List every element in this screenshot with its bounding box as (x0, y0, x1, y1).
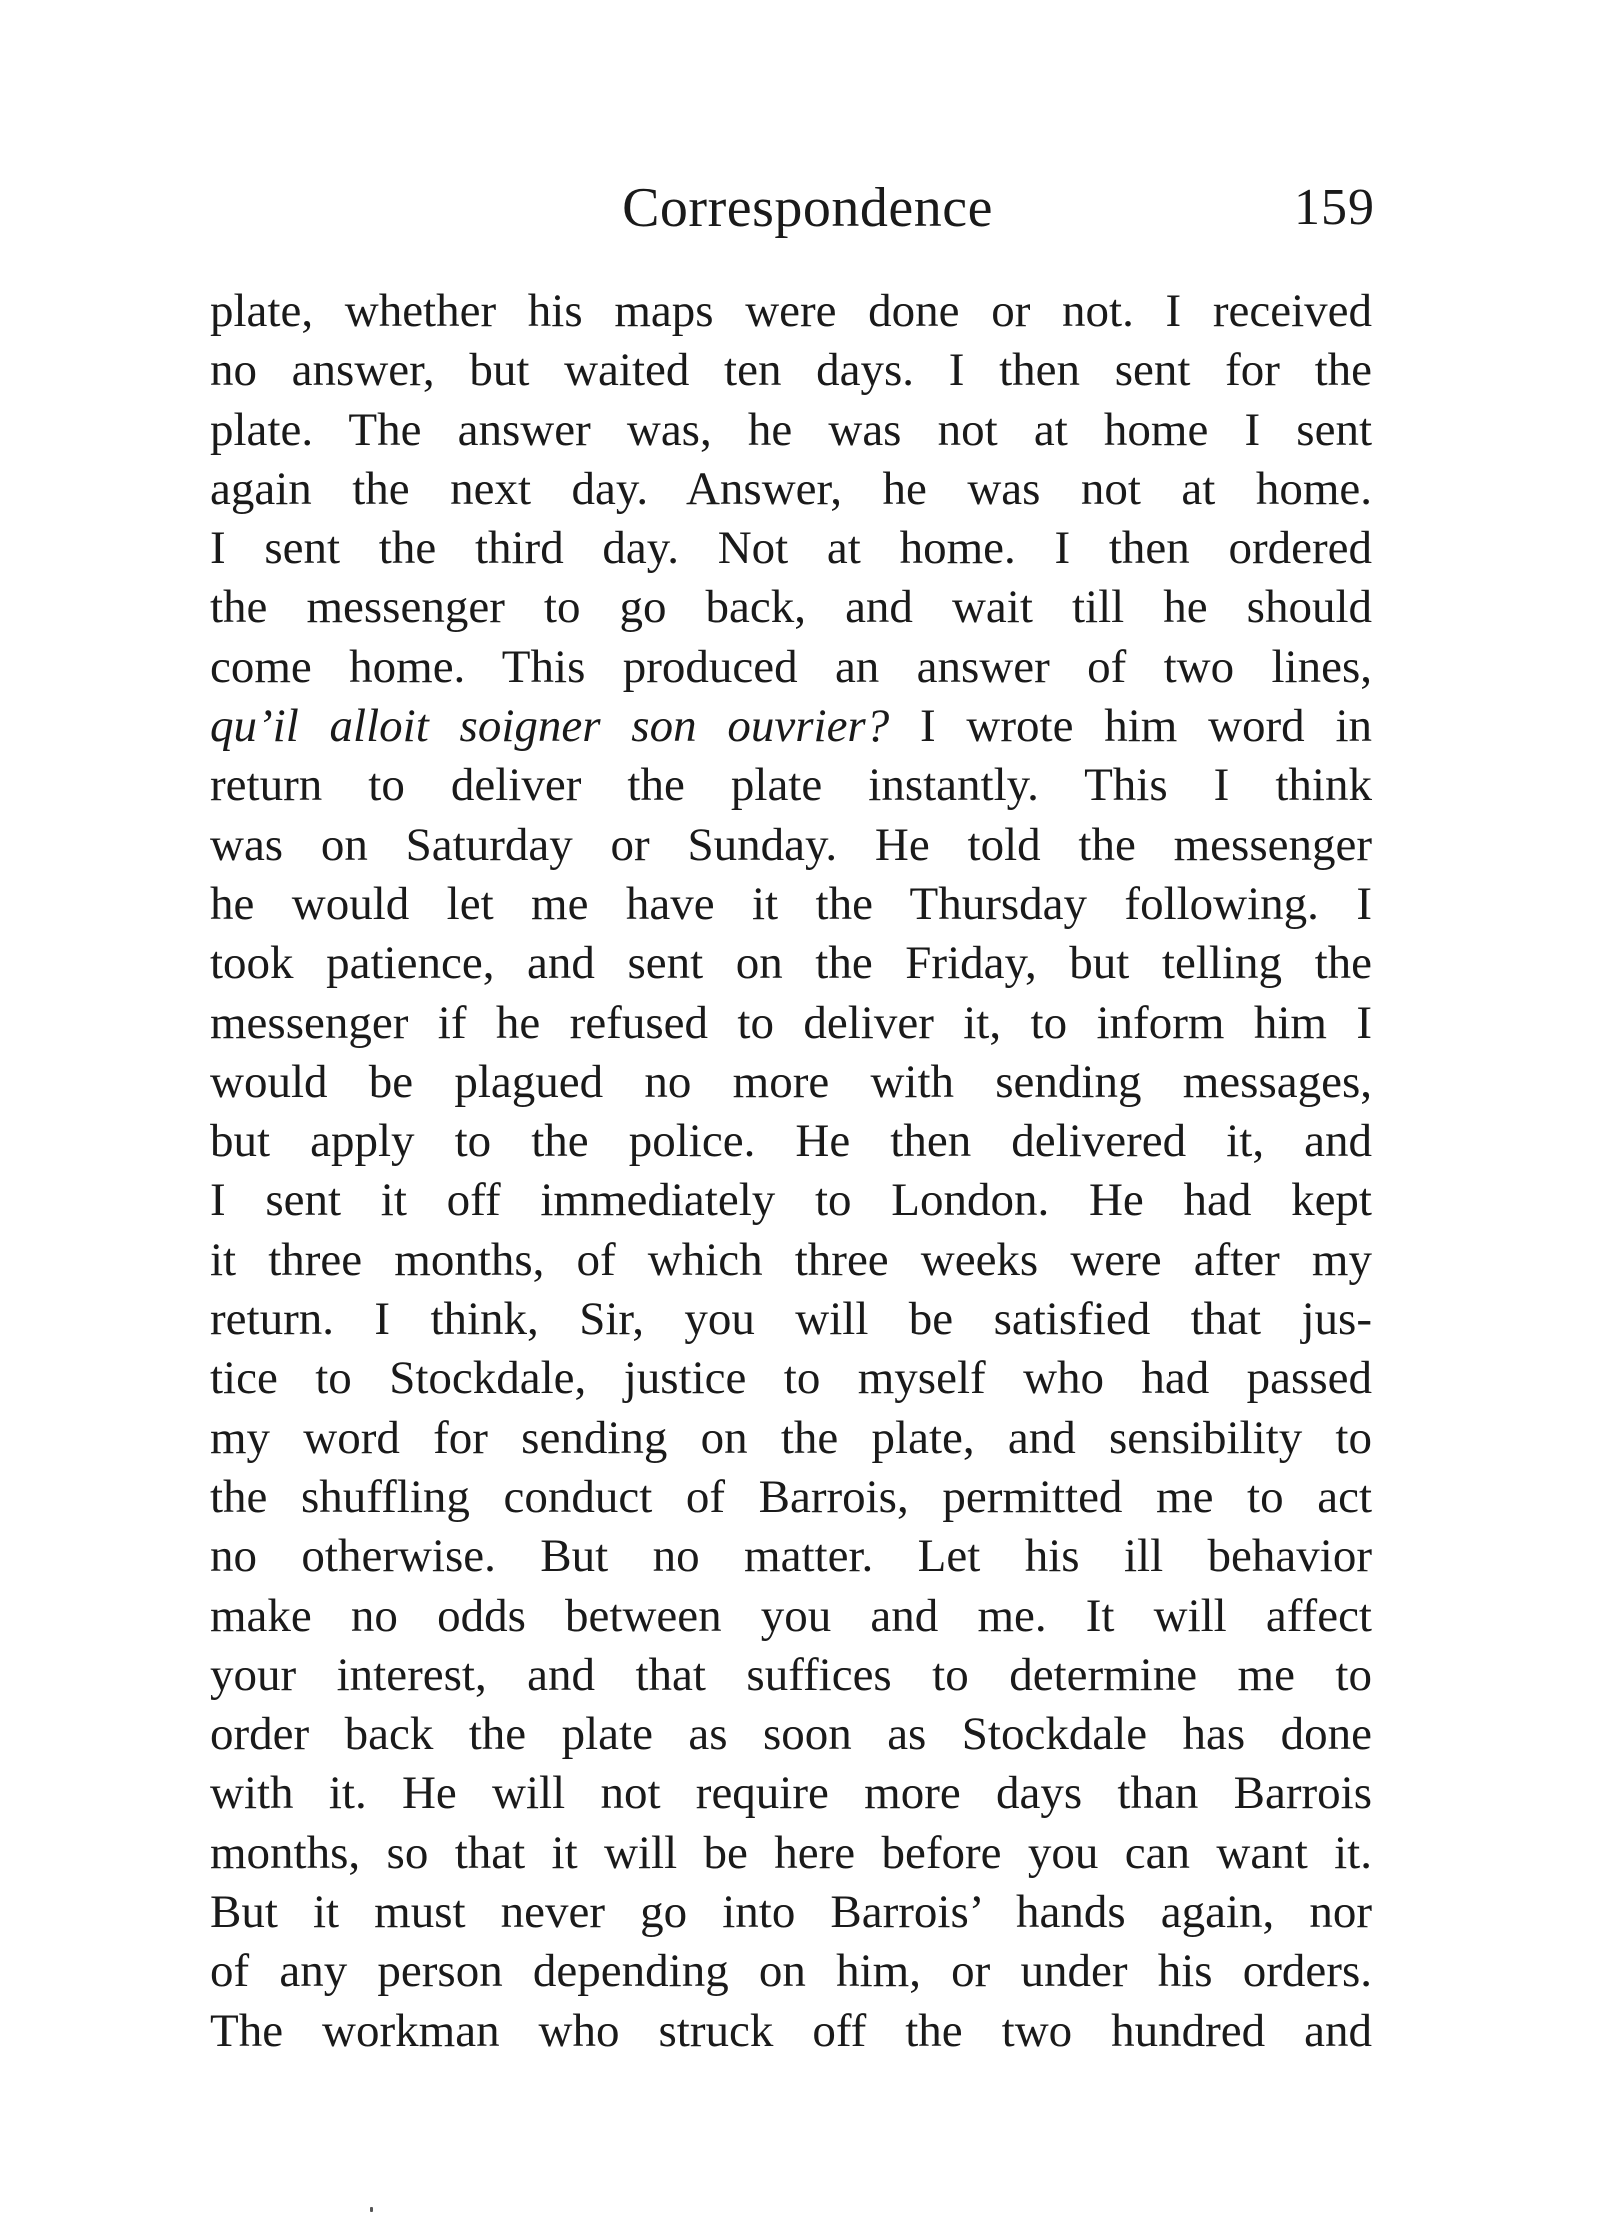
text-line: But it must never go into Barrois’ hands again, nor (210, 1886, 1372, 1939)
line-remainder: I wrote him word in (889, 700, 1373, 753)
text-line: but apply to the police. He then delivered it, and (210, 1115, 1372, 1168)
text-line: he would let me have it the Thursday following. I (210, 877, 1372, 930)
running-title: Correspondence (622, 177, 993, 239)
text-line: tice to Stockdale, justice to myself who had passed (210, 1352, 1372, 1405)
text-line: order back the plate as soon as Stockdale has done (210, 1708, 1372, 1761)
text-line: I sent it off immediately to London. He had kept (210, 1174, 1372, 1227)
text-line: with it. He will not require more days than Barrois (210, 1767, 1372, 1820)
text-line: was on Saturday or Sunday. He told the messenger (210, 818, 1372, 871)
text-line: come home. This produced an answer of two lines, (210, 640, 1372, 693)
text-line (210, 697, 1372, 756)
text-line: no answer, but waited ten days. I then sent for the (210, 344, 1372, 397)
text-line: your interest, and that suffices to determine me to (210, 1648, 1372, 1701)
text-line: months, so that it will be here before you can want it. (210, 1826, 1372, 1879)
text-line: the shuffling conduct of Barrois, permitted me to act (210, 1470, 1372, 1523)
print-speck (370, 2207, 373, 2212)
italic-phrase: qu’il alloit soigner son ouvrier? (210, 700, 890, 753)
text-line: no otherwise. But no matter. Let his ill behavior (210, 1530, 1372, 1583)
page-number: 159 (1294, 179, 1375, 236)
text-line: return. I think, Sir, you will be satisfied that jus- (210, 1293, 1372, 1346)
text-line: The workman who struck off the two hundred and (210, 2004, 1372, 2057)
text-line: return to deliver the plate instantly. This I think (210, 759, 1372, 812)
text-line: took patience, and sent on the Friday, but telling the (210, 937, 1372, 990)
text-line: messenger if he refused to deliver it, to inform him I (210, 996, 1372, 1049)
text-line: plate, whether his maps were done or not. I received (210, 285, 1372, 337)
text-line: I sent the third day. Not at home. I then ordered (210, 522, 1372, 575)
text-line: of any person depending on him, or under his orders. (210, 1945, 1372, 1998)
running-head (0, 168, 1615, 248)
text-line: it three months, of which three weeks were after my (210, 1233, 1372, 1286)
text-line: my word for sending on the plate, and sensibility to (210, 1411, 1372, 1464)
text-line: plate. The answer was, he was not at home I sent (210, 403, 1372, 456)
text-line: the messenger to go back, and wait till he should (210, 581, 1372, 634)
body-text (210, 282, 1372, 2061)
text-line: make no odds between you and me. It will affect (210, 1589, 1372, 1642)
text-line: would be plagued no more with sending messages, (210, 1055, 1372, 1108)
text-line: again the next day. Answer, he was not at home. (210, 462, 1372, 515)
